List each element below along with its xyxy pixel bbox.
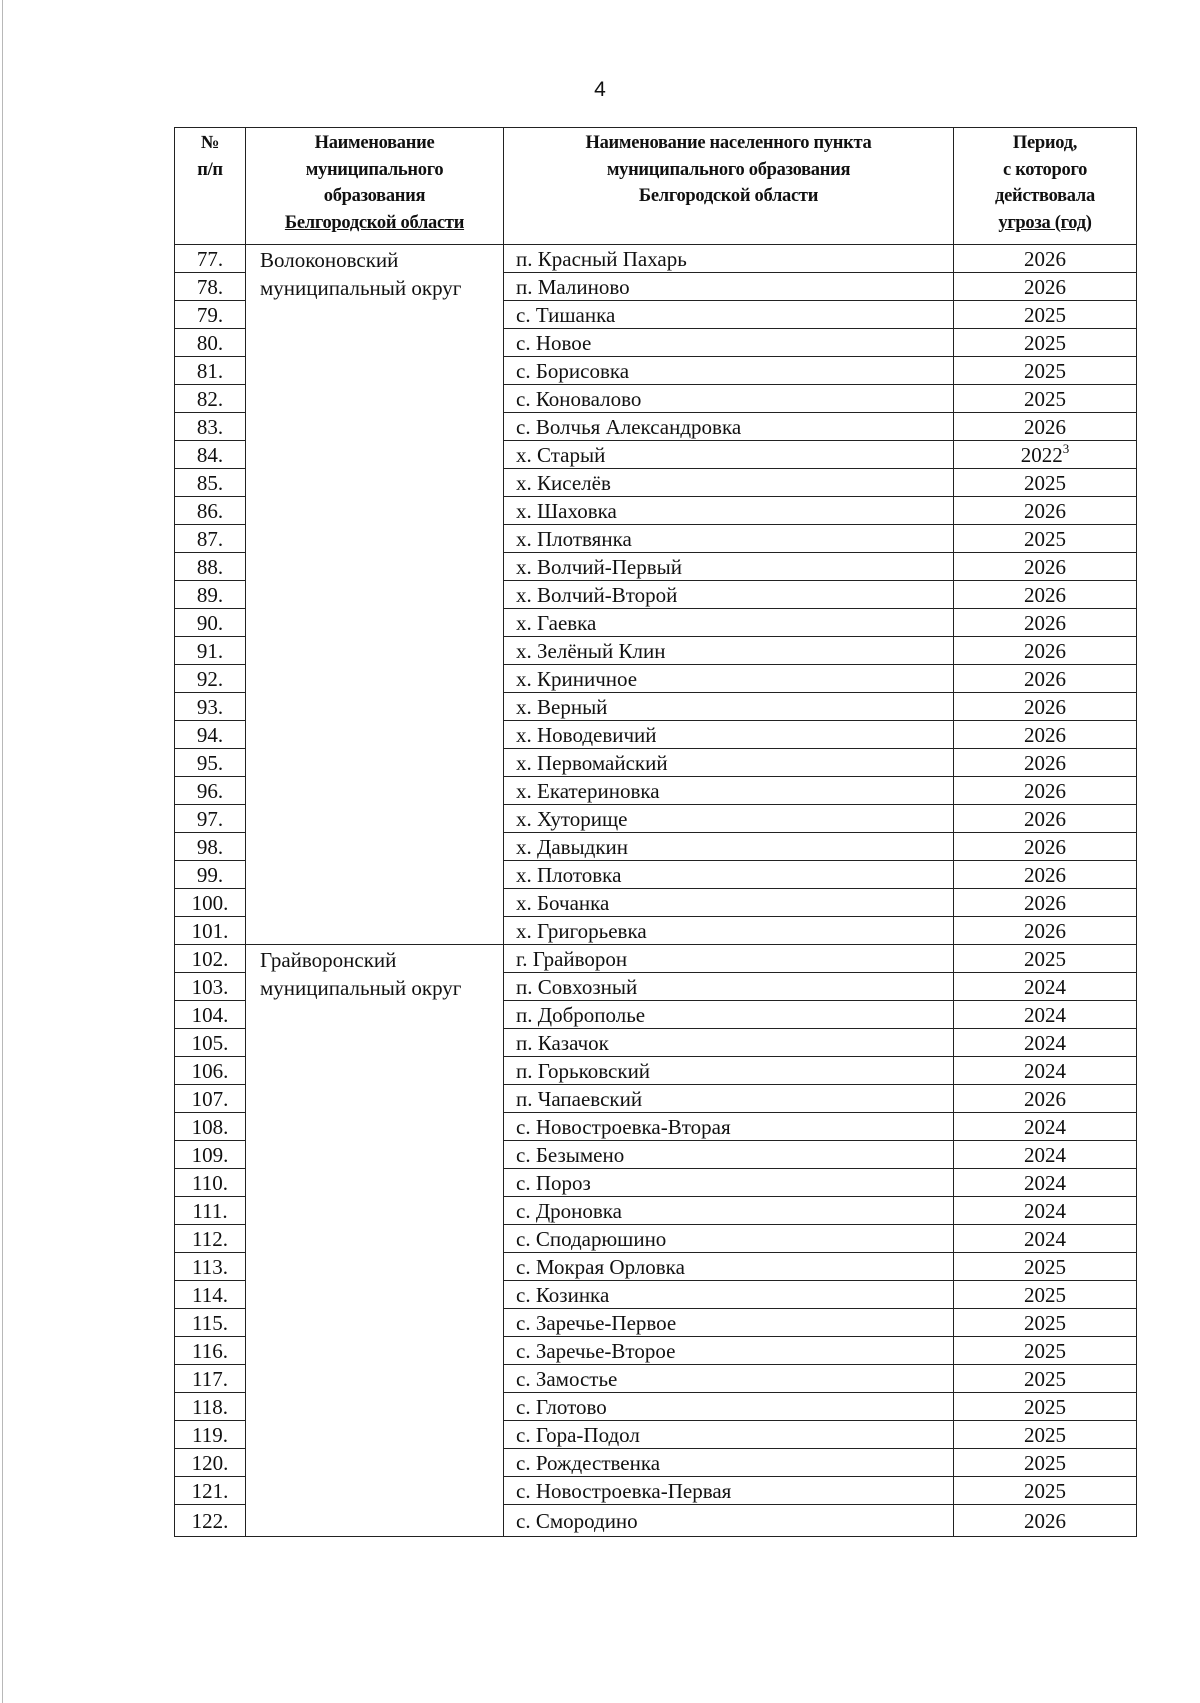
- row-number: 101.: [175, 917, 246, 945]
- row-number: 91.: [175, 637, 246, 665]
- threat-year-cell: [954, 973, 1137, 1001]
- settlement-name: с. Борисовка: [504, 357, 954, 385]
- row-number: 89.: [175, 581, 246, 609]
- threat-year-cell: [954, 1197, 1137, 1225]
- row-number: 116.: [175, 1337, 246, 1365]
- row-number: 120.: [175, 1449, 246, 1477]
- settlement-name: с. Новостроевка-Первая: [504, 1477, 954, 1505]
- settlement-name: с. Новостроевка-Вторая: [504, 1113, 954, 1141]
- settlement-name: с. Замостье: [504, 1365, 954, 1393]
- table-body: [175, 245, 1137, 1537]
- settlement-name: х. Старый: [504, 441, 954, 469]
- table-row: [175, 945, 1137, 973]
- header-period-line: с которого: [1002, 159, 1088, 180]
- threat-year-cell: [954, 245, 1137, 273]
- row-number: 113.: [175, 1253, 246, 1281]
- settlement-name: с. Козинка: [504, 1281, 954, 1309]
- header-municipality-line: образования: [323, 186, 426, 206]
- threat-year-cell: [954, 1505, 1137, 1537]
- threat-year-cell: [954, 777, 1137, 805]
- threat-year-cell: [954, 1001, 1137, 1029]
- threat-year: 2025: [1024, 1478, 1066, 1503]
- threat-year: 2025: [1024, 1394, 1066, 1419]
- row-number: 99.: [175, 861, 246, 889]
- header-settlement-line: Белгородской области: [638, 186, 819, 206]
- row-number: 108.: [175, 1113, 246, 1141]
- settlement-name: с. Глотово: [504, 1393, 954, 1421]
- settlement-name: х. Екатериновка: [504, 777, 954, 805]
- header-settlement: [504, 128, 954, 245]
- row-number: 111.: [175, 1197, 246, 1225]
- row-number: 98.: [175, 833, 246, 861]
- header-period: [954, 128, 1137, 245]
- threat-year: 2024: [1024, 1170, 1066, 1195]
- settlement-name: с. Коновалово: [504, 385, 954, 413]
- row-number: 97.: [175, 805, 246, 833]
- settlement-name: х. Зелёный Клин: [504, 637, 954, 665]
- threat-year: 2026: [1024, 694, 1066, 719]
- threat-year: 2026: [1024, 666, 1066, 691]
- threat-year: 2026: [1024, 610, 1066, 635]
- settlement-name: с. Заречье-Первое: [504, 1309, 954, 1337]
- threat-year-cell: [954, 1477, 1137, 1505]
- threat-year-cell: [954, 917, 1137, 945]
- settlement-name: п. Доброполье: [504, 1001, 954, 1029]
- municipality-name: Волоконовский муниципальный округ: [246, 245, 504, 945]
- threat-year-cell: [954, 329, 1137, 357]
- table-header-row: [175, 128, 1137, 245]
- threat-year-cell: [954, 637, 1137, 665]
- header-municipality-line: муниципального: [305, 159, 444, 180]
- settlement-name: х. Первомайский: [504, 749, 954, 777]
- settlement-name: с. Пороз: [504, 1169, 954, 1197]
- threat-year: 2026: [1024, 498, 1066, 523]
- threat-year: 2024: [1024, 1030, 1066, 1055]
- settlement-name: с. Безымено: [504, 1141, 954, 1169]
- settlement-name: х. Новодевичий: [504, 721, 954, 749]
- threat-year-cell: [954, 553, 1137, 581]
- threat-year-cell: [954, 1365, 1137, 1393]
- threat-year: 2025: [1024, 1310, 1066, 1335]
- row-number: 100.: [175, 889, 246, 917]
- threat-year: 2025: [1024, 470, 1066, 495]
- threat-year: 2026: [1024, 722, 1066, 747]
- footnote-mark: 3: [1062, 440, 1070, 456]
- threat-year-cell: [954, 581, 1137, 609]
- header-municipality-line: Наименование: [314, 133, 435, 153]
- settlement-name: х. Шаховка: [504, 497, 954, 525]
- settlement-name: п. Казачок: [504, 1029, 954, 1057]
- threat-year-cell: [954, 441, 1137, 469]
- row-number: 88.: [175, 553, 246, 581]
- threat-year-cell: [954, 889, 1137, 917]
- row-number: 106.: [175, 1057, 246, 1085]
- row-number: 105.: [175, 1029, 246, 1057]
- row-number: 94.: [175, 721, 246, 749]
- settlement-name: с. Смородино: [504, 1505, 954, 1537]
- row-number: 90.: [175, 609, 246, 637]
- threat-year: 2025: [1024, 1254, 1066, 1279]
- settlement-name: с. Заречье-Второе: [504, 1337, 954, 1365]
- threat-year-cell: [954, 1337, 1137, 1365]
- header-number-line: №: [200, 133, 220, 153]
- threat-year-cell: [954, 385, 1137, 413]
- threat-year-cell: [954, 665, 1137, 693]
- threat-year-cell: [954, 497, 1137, 525]
- threat-year: 2024: [1024, 1114, 1066, 1139]
- header-period-line: действовала: [995, 186, 1095, 206]
- row-number: 115.: [175, 1309, 246, 1337]
- header-period-line: Период,: [1012, 133, 1078, 153]
- threat-year-cell: [954, 749, 1137, 777]
- settlement-name: х. Хуторище: [504, 805, 954, 833]
- settlement-name: х. Плотвянка: [504, 525, 954, 553]
- threat-year-cell: [954, 1141, 1137, 1169]
- header-number-line: п/п: [197, 159, 223, 180]
- settlement-name: х. Волчий-Второй: [504, 581, 954, 609]
- threat-year: 2026: [1024, 834, 1066, 859]
- row-number: 86.: [175, 497, 246, 525]
- threat-year-cell: [954, 1057, 1137, 1085]
- settlement-name: х. Киселёв: [504, 469, 954, 497]
- row-number: 93.: [175, 693, 246, 721]
- settlement-name: с. Сподарюшино: [504, 1225, 954, 1253]
- threat-year: 2025: [1024, 330, 1066, 355]
- threat-year-cell: [954, 833, 1137, 861]
- threat-year: 2025: [1024, 526, 1066, 551]
- threat-year-cell: [954, 609, 1137, 637]
- threat-year: 2026: [1024, 274, 1066, 299]
- page-number: 4: [594, 78, 606, 101]
- threat-year: 2024: [1024, 1226, 1066, 1251]
- row-number: 112.: [175, 1225, 246, 1253]
- row-number: 117.: [175, 1365, 246, 1393]
- header-settlement-line: Наименование населенного пункта: [585, 133, 872, 153]
- threat-year-cell: [954, 1085, 1137, 1113]
- row-number: 77.: [175, 245, 246, 273]
- threat-year: 2026: [1024, 918, 1066, 943]
- threat-year: 2026: [1024, 414, 1066, 439]
- threat-year-cell: [954, 357, 1137, 385]
- row-number: 104.: [175, 1001, 246, 1029]
- settlement-name: х. Давыдкин: [504, 833, 954, 861]
- settlement-name: с. Тишанка: [504, 301, 954, 329]
- row-number: 122.: [175, 1505, 246, 1537]
- threat-year-cell: [954, 1169, 1137, 1197]
- row-number: 119.: [175, 1421, 246, 1449]
- row-number: 121.: [175, 1477, 246, 1505]
- scan-edge-line: [2, 0, 3, 1703]
- threat-year: 2026: [1024, 582, 1066, 607]
- row-number: 96.: [175, 777, 246, 805]
- threat-year: 2026: [1024, 862, 1066, 887]
- threat-year: 2026: [1024, 638, 1066, 663]
- threat-year-cell: [954, 469, 1137, 497]
- settlement-name: х. Григорьевка: [504, 917, 954, 945]
- threat-year: 2025: [1024, 1366, 1066, 1391]
- threat-year-cell: [954, 1253, 1137, 1281]
- settlement-name: с. Дроновка: [504, 1197, 954, 1225]
- threat-year-cell: [954, 721, 1137, 749]
- threat-year-cell: [954, 1225, 1137, 1253]
- settlement-name: п. Совхозный: [504, 973, 954, 1001]
- row-number: 82.: [175, 385, 246, 413]
- settlement-name: с. Гора-Подол: [504, 1421, 954, 1449]
- row-number: 81.: [175, 357, 246, 385]
- settlement-name: г. Грайворон: [504, 945, 954, 973]
- threat-year: 2024: [1024, 1002, 1066, 1027]
- header-settlement-line: муниципального образования: [606, 159, 851, 180]
- settlement-name: с. Новое: [504, 329, 954, 357]
- row-number: 80.: [175, 329, 246, 357]
- threat-year: 2025: [1024, 358, 1066, 383]
- threat-year: 2026: [1024, 1086, 1066, 1111]
- settlement-name: п. Малиново: [504, 273, 954, 301]
- threat-year: 2025: [1024, 1422, 1066, 1447]
- row-number: 79.: [175, 301, 246, 329]
- settlement-name: с. Волчья Александровка: [504, 413, 954, 441]
- row-number: 103.: [175, 973, 246, 1001]
- threat-year-cell: [954, 945, 1137, 973]
- settlements-table: [174, 127, 1137, 1537]
- row-number: 83.: [175, 413, 246, 441]
- row-number: 78.: [175, 273, 246, 301]
- settlement-name: х. Плотовка: [504, 861, 954, 889]
- threat-year: 2025: [1024, 946, 1066, 971]
- row-number: 109.: [175, 1141, 246, 1169]
- threat-year: 2025: [1024, 1282, 1066, 1307]
- threat-year: 2022: [1020, 442, 1063, 467]
- settlement-name: п. Горьковский: [504, 1057, 954, 1085]
- threat-year: 2025: [1024, 1338, 1066, 1363]
- settlement-name: с. Рождественка: [504, 1449, 954, 1477]
- threat-year: 2026: [1024, 778, 1066, 803]
- header-number: [175, 128, 246, 245]
- threat-year-cell: [954, 1281, 1137, 1309]
- row-number: 95.: [175, 749, 246, 777]
- threat-year: 2026: [1024, 806, 1066, 831]
- row-number: 85.: [175, 469, 246, 497]
- settlement-name: х. Верный: [504, 693, 954, 721]
- threat-year-cell: [954, 273, 1137, 301]
- threat-year-cell: [954, 1449, 1137, 1477]
- threat-year: 2026: [1024, 554, 1066, 579]
- settlement-name: х. Волчий-Первый: [504, 553, 954, 581]
- threat-year: 2026: [1024, 890, 1066, 915]
- municipality-name: Грайворонский муниципальный округ: [246, 945, 504, 1537]
- threat-year-cell: [954, 1113, 1137, 1141]
- threat-year: 2025: [1024, 386, 1066, 411]
- settlement-name: х. Криничное: [504, 665, 954, 693]
- table-row: [175, 245, 1137, 273]
- threat-year-cell: [954, 1309, 1137, 1337]
- row-number: 84.: [175, 441, 246, 469]
- row-number: 87.: [175, 525, 246, 553]
- header-municipality: [246, 128, 504, 245]
- threat-year: 2025: [1024, 1450, 1066, 1475]
- row-number: 110.: [175, 1169, 246, 1197]
- threat-year-cell: [954, 413, 1137, 441]
- threat-year-cell: [954, 1421, 1137, 1449]
- threat-year-cell: [954, 1393, 1137, 1421]
- row-number: 107.: [175, 1085, 246, 1113]
- threat-year-cell: [954, 525, 1137, 553]
- threat-year: 2026: [1024, 246, 1066, 271]
- row-number: 114.: [175, 1281, 246, 1309]
- header-period-line: угроза (год): [998, 212, 1092, 233]
- threat-year: 2026: [1024, 1508, 1066, 1533]
- settlement-name: х. Гаевка: [504, 609, 954, 637]
- threat-year: 2025: [1024, 302, 1066, 327]
- threat-year-cell: [954, 693, 1137, 721]
- threat-year: 2026: [1024, 750, 1066, 775]
- threat-year: 2024: [1024, 974, 1066, 999]
- settlement-name: п. Красный Пахарь: [504, 245, 954, 273]
- threat-year: 2024: [1024, 1198, 1066, 1223]
- row-number: 92.: [175, 665, 246, 693]
- threat-year-cell: [954, 301, 1137, 329]
- threat-year-cell: [954, 1029, 1137, 1057]
- settlement-name: х. Бочанка: [504, 889, 954, 917]
- threat-year-cell: [954, 861, 1137, 889]
- row-number: 118.: [175, 1393, 246, 1421]
- settlement-name: п. Чапаевский: [504, 1085, 954, 1113]
- threat-year: 2024: [1024, 1142, 1066, 1167]
- threat-year-cell: [954, 805, 1137, 833]
- header-municipality-line: Белгородской области: [284, 212, 465, 233]
- settlement-name: с. Мокрая Орловка: [504, 1253, 954, 1281]
- threat-year: 2024: [1024, 1058, 1066, 1083]
- row-number: 102.: [175, 945, 246, 973]
